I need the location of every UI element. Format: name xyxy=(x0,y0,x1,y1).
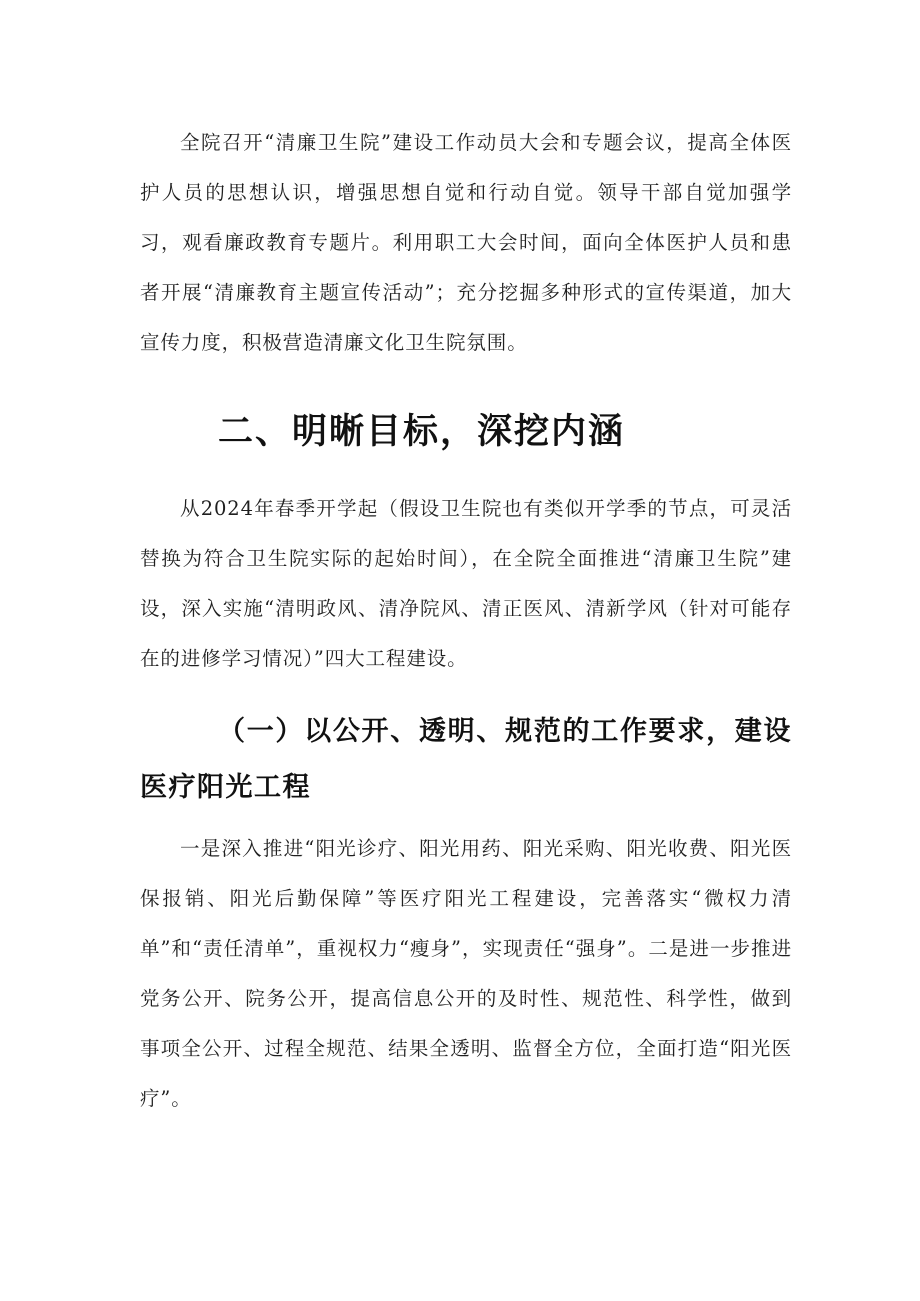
body-paragraph-3: 一是深入推进“阳光诊疗、阳光用药、阳光采购、阳光收费、阳光医保报销、阳光后勤保障”等医疗阳光工程建设，完善落实“微权力清单”和“责任清单”，重视权力“瘦身”，实现责任“强身”。二是进一步推进党务公开、院务公开，提高信息公开的及时性、规范性、科学性，做到事项全公开、过程全规范、结果全透明、监督全方位，全面打造“阳光医疗”。 xyxy=(140,837,792,1110)
section-heading: 二、明晰目标，深挖内涵 xyxy=(218,411,626,452)
body-paragraph-2: 从2024年春季开学起（假设卫生院也有类似开学季的节点，可灵活替换为符合卫生院实际的起始时间），在全院全面推进“清廉卫生院”建设，深入实施“清明政风、清净院风、清正医风、清新学风（针对可能存在的进修学习情况）”四大工程建设。 xyxy=(140,497,792,670)
body-paragraph-1: 全院召开“清廉卫生院”建设工作动员大会和专题会议，提高全体医护人员的思想认识，增强思想自觉和行动自觉。领导干部自觉加强学习，观看廉政教育专题片。利用职工大会时间，面向全体医护人员和患者开展“清廉教育主题宣传活动”；充分挖掘多种形式的宣传渠道，加大宣传力度，积极营造清廉文化卫生院氛围。 xyxy=(140,131,792,354)
subsection-heading: （一）以公开、透明、规范的工作要求，建设医疗阳光工程 xyxy=(140,716,792,803)
